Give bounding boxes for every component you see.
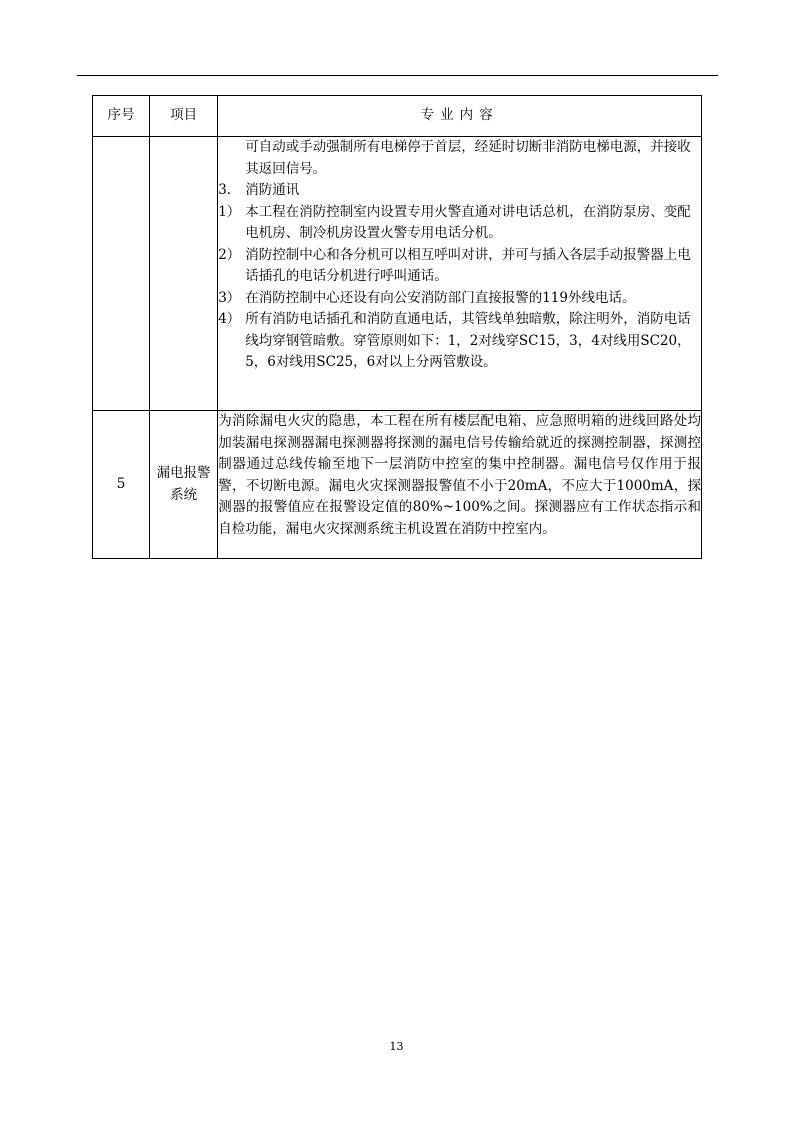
content-line: 4） 所有消防电话插孔和消防直通电话，其管线单独暗敷，除注明外，消防电话线均穿钢管暗敷。穿管原则如下：1，2对线穿SC15，3，4对线用SC20，5，6对线用SC25，6对以上分两管敷设。 — [218, 311, 691, 370]
content-line: 2） 消防控制中心和各分机可以相互呼叫对讲，并可与插入各层手动报警器上电话插孔的电话分机进行呼叫通话。 — [218, 246, 691, 284]
content-cell — [218, 137, 702, 411]
item-cell: 漏电报警系统 — [150, 411, 218, 559]
seq-cell: 5 — [93, 411, 150, 559]
table-row-5 — [93, 411, 702, 559]
header-rule — [77, 75, 718, 76]
content-line: 可自动或手动强制所有电梯停于首层，经延时切断非消防电梯电源，并接收其返回信号。 — [245, 139, 691, 177]
table-header-row — [93, 96, 702, 137]
content-line: 3. 消防通讯 — [218, 182, 300, 198]
header-seq: 序号 — [93, 96, 150, 137]
content-line: 3） 在消防控制中心还设有向公安消防部门直接报警的119外线电话。 — [218, 289, 636, 306]
content-cell: 为消除漏电火灾的隐患，本工程在所有楼层配电箱、应急照明箱的进线回路处均加装漏电探测器漏电探测器将探测的漏电信号传输给就近的探测控制器，探测控制器通过总线传输至地下一层消防中控室的集中控制器。漏电信号仅作用于报警，不切断电源。漏电火灾探测器报警值不小于20mA，不应大于1000mA，探测器的报警值应在报警设定值的80%~100%之间。探测器应有工作状态指示和自检功能，漏电火灾探测系统主机设置在消防中控室内。 — [218, 411, 702, 559]
spec-table — [92, 95, 702, 559]
item-cell — [150, 137, 218, 411]
header-content: 专业内容 — [218, 96, 702, 137]
seq-cell — [93, 137, 150, 411]
content-line: 1） 本工程在消防控制室内设置专用火警直通对讲电话总机，在消防泵房、变配电机房、制冷机房设置火警专用电话分机。 — [218, 203, 691, 241]
table-row-continuation — [93, 137, 702, 411]
header-item: 项目 — [150, 96, 218, 137]
page-number: 13 — [389, 1040, 404, 1053]
